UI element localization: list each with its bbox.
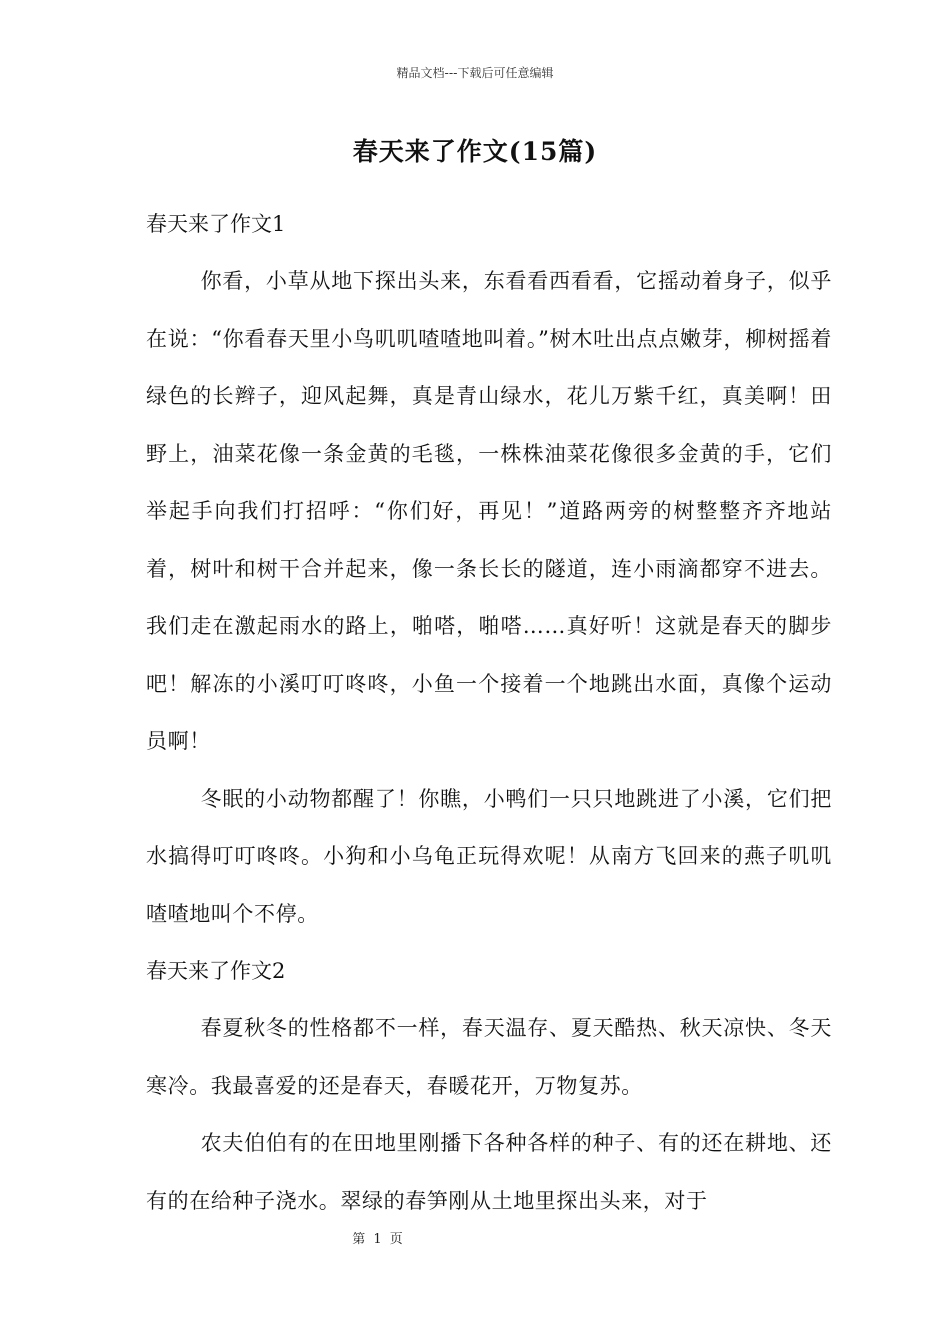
paragraph: 农夫伯伯有的在田地里刚播下各种各样的种子、有的还在耕地、还有的在给种子浇水。翠绿的春笋刚从土地里探出头来，对于 <box>146 1131 832 1213</box>
page-number: 第 1 页 <box>352 1232 403 1247</box>
paragraph: 春夏秋冬的性格都不一样，春天温存、夏天酷热、秋天凉快、冬天寒冷。我最喜爱的还是春天，春暖花开，万物复苏。 <box>146 1016 832 1098</box>
section-heading: 春天来了作文1 <box>146 212 286 236</box>
section-heading: 春天来了作文2 <box>146 959 286 983</box>
paragraph: 冬眠的小动物都醒了！你瞧，小鸭们一只只地跳进了小溪，它们把水搞得叮叮咚咚。小狗和小乌龟正玩得欢呢！从南方飞回来的燕子叽叽喳喳地叫个不停。 <box>146 786 832 926</box>
document-body <box>146 196 832 1230</box>
document-title: 春天来了作文(15篇) <box>352 137 598 166</box>
header-note: 精品文档---下载后可任意编辑 <box>396 66 554 80</box>
paragraph: 你看，小草从地下探出头来，东看看西看看，它摇动着身子，似乎在说：“你看春天里小鸟叽叽喳喳地叫着。”树木吐出点点嫩芽，柳树摇着绿色的长辫子，迎风起舞，真是青山绿水，花儿万紫千红，真美啊！田野上，油菜花像一条金黄的毛毯，一株株油菜花像很多金黄的手，它们举起手向我们打招呼：“你们好，再见！”道路两旁的树整整齐齐地站着，树叶和树干合并起来，像一条长长的隧道，连小雨滴都穿不进去。我们走在激起雨水的路上，啪嗒，啪嗒……真好听！这就是春天的脚步吧！解冻的小溪叮叮咚咚，小鱼一个接着一个地跳出水面，真像个运动员啊！ <box>146 269 832 753</box>
